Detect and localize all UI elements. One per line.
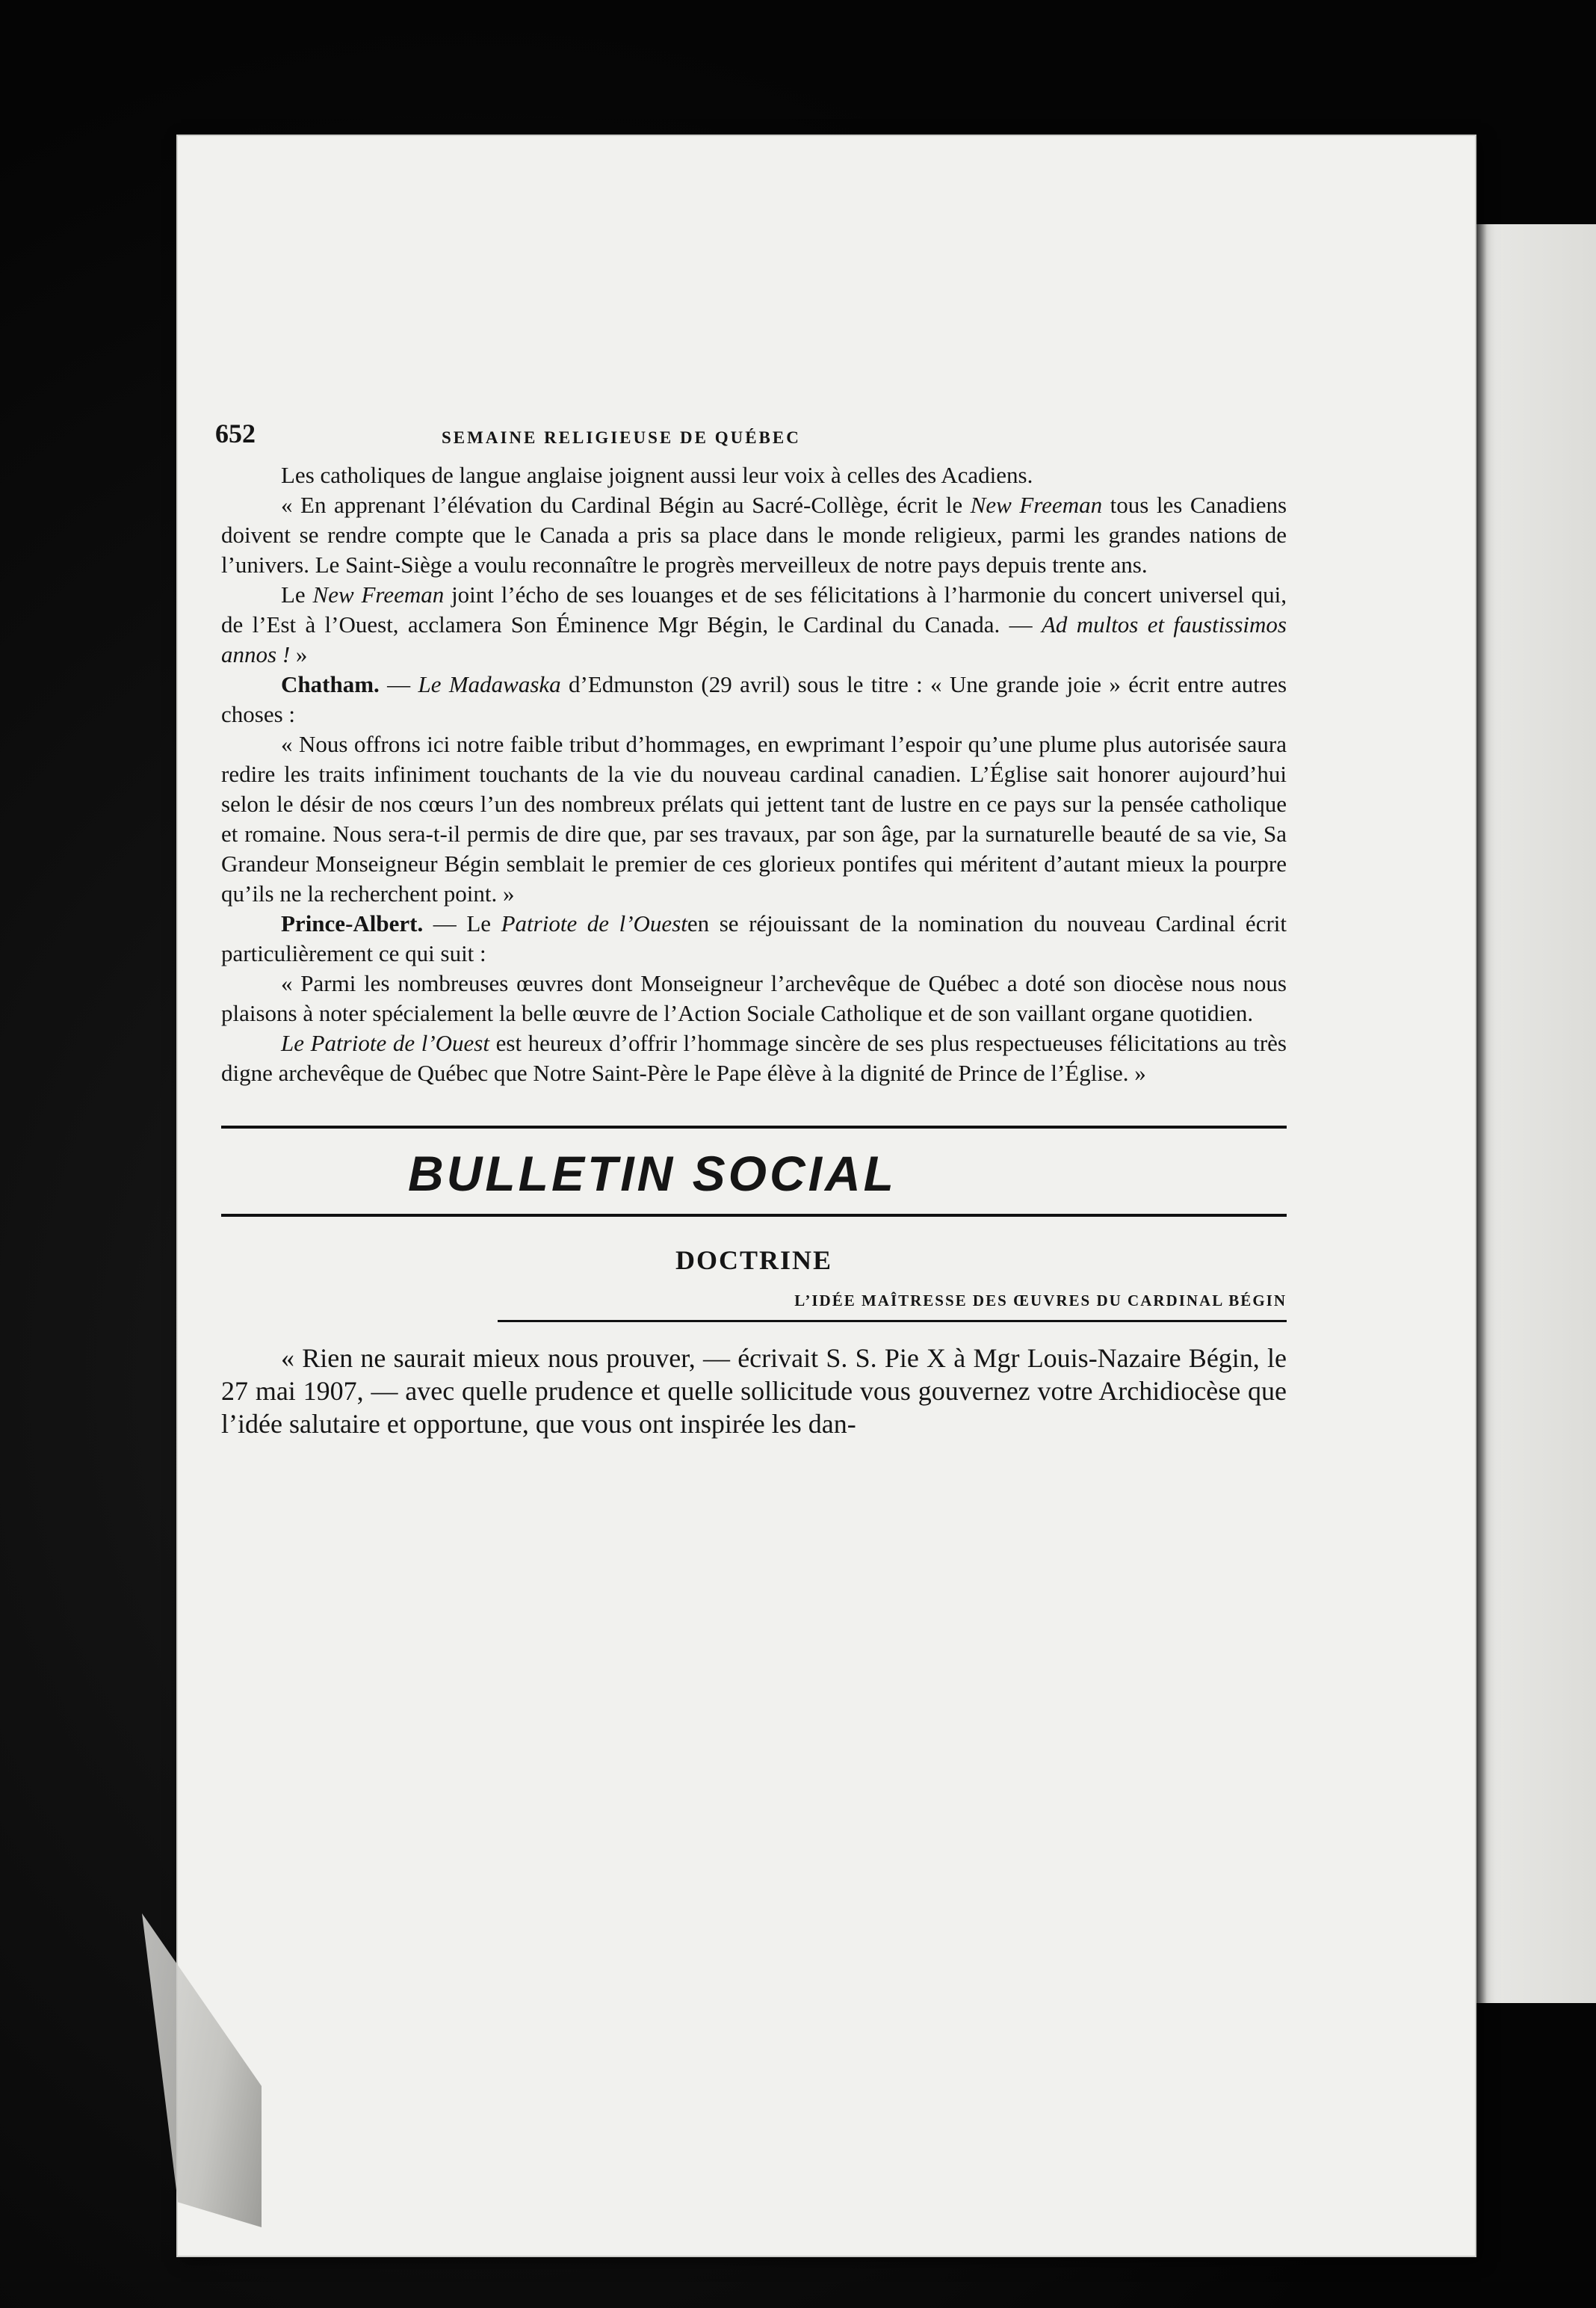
subtitle-underline bbox=[498, 1320, 1287, 1322]
paragraph-text: Les catholiques de langue anglaise joignent aussi leur voix à celles des Acadiens. bbox=[281, 462, 1033, 488]
publication-name: New Freeman bbox=[312, 581, 445, 608]
paragraph-7 bbox=[221, 969, 1287, 1028]
paragraph-text: tous les Canadiens doivent se rendre compte que le Canada a pris sa place dans le monde religieux, parmi les grandes nations de l’univers. Le Saint-Siège a voulu reconnaître le progrès merveilleux de notre pays depuis trente ans. bbox=[221, 492, 1287, 578]
adjacent-page-edge bbox=[1464, 224, 1596, 2003]
paragraph-1 bbox=[221, 460, 1287, 490]
paragraph-3 bbox=[221, 580, 1287, 670]
paragraph-8 bbox=[221, 1028, 1287, 1088]
publication-name: Le Madawaska bbox=[418, 671, 561, 697]
paragraph-text: en se réjouissant de la nomination du nouveau Cardinal écrit particulièrement ce qui suit : bbox=[221, 910, 1287, 966]
page-content bbox=[215, 419, 1287, 1440]
paragraph-text: « Nous offrons ici notre faible tribut d’hommages, en ewprimant l’espoir qu’une plume plus autorisée saura redire les traits infiniment touchants de la vie du nouveau cardinal canadien. L’Église sait honorer aujourd’hui selon le désir de nos cœurs l’un des nombreux prélats qui jettent tant de lustre en ce pays sur la pensée catholique et romaine. Nous sera-t-il permis de dire que, par ses travaux, par son âge, par la surnaturelle beauté de sa vie, Sa Grandeur Monseigneur Bégin semblait le premier de ces glorieux pontifes qui méritent d’autant mieux la pourpre qu’ils ne la recherchent point. » bbox=[221, 731, 1287, 907]
paragraph-5 bbox=[221, 729, 1287, 909]
place-name: Prince-Albert. bbox=[281, 910, 424, 937]
paragraph-text: d’Edmunston (29 avril) sous le titre : « Une grande joie » écrit entre autres choses : bbox=[221, 671, 1287, 727]
running-head bbox=[215, 419, 1287, 460]
lead-paragraph bbox=[221, 1342, 1287, 1440]
place-name: Chatham. bbox=[281, 671, 380, 697]
section-title: DOCTRINE bbox=[675, 1245, 833, 1275]
paragraph-6 bbox=[221, 909, 1287, 969]
section-divider-top bbox=[221, 1126, 1287, 1129]
paragraph-text: est heureux d’offrir l’hommage sincère de ses plus respectueuses félicitations au très digne archevêque de Québec que Notre Saint-Père le Pape élève à la dignité de Prince de l’Église. » bbox=[221, 1030, 1287, 1086]
paragraph-text: « Rien ne saurait mieux nous prouver, — écrivait S. S. Pie X à Mgr Louis-Nazaire Bégin, le 27 mai 1907, — avec quelle prudence et quelle sollicitude vous gouvernez votre Archidiocèse que l’idée salutaire et opportune, que vous ont inspirée les dan- bbox=[221, 1343, 1287, 1439]
bulletin-heading: BULLETIN SOCIAL bbox=[408, 1146, 897, 1201]
paragraph-text: Le bbox=[281, 581, 306, 608]
page-number: 652 bbox=[215, 419, 256, 448]
paragraph-text: joint l’écho de ses louanges et de ses félicitations à l’harmonie du concert universel qui, de l’Est à l’Ouest, acclamera Son Éminence Mgr Bégin, le Cardinal du Canada. — bbox=[221, 581, 1287, 638]
paragraph-text: « En apprenant l’élévation du Cardinal Bégin au Sacré-Collège, écrit le bbox=[281, 492, 963, 518]
paragraph-text: « Parmi les nombreuses œuvres dont Monseigneur l’archevêque de Québec a doté son diocèse nous nous plaisons à noter spécialement la belle œuvre de l’Action Sociale Catholique et de son vaillant organe quotidien. bbox=[221, 970, 1287, 1026]
paragraph-4 bbox=[221, 670, 1287, 729]
section-divider-bottom bbox=[221, 1214, 1287, 1217]
publication-name: Patriote de l’Ouest bbox=[501, 910, 687, 937]
paragraph-text: — bbox=[387, 671, 411, 697]
paragraph-text: » bbox=[295, 641, 308, 667]
publication-name: New Freeman bbox=[970, 492, 1103, 518]
publication-name: Le Patriote de l’Ouest bbox=[281, 1030, 489, 1056]
section-subtitle: L’IDÉE MAÎTRESSE DES ŒUVRES DU CARDINAL BÉGIN bbox=[794, 1292, 1287, 1309]
latin-phrase: Ad multos et faustissimos annos ! bbox=[221, 611, 1287, 667]
journal-title: SEMAINE RELIGIEUSE DE QUÉBEC bbox=[442, 428, 801, 447]
paragraph-2 bbox=[221, 490, 1287, 580]
paragraph-text: — Le bbox=[433, 910, 492, 937]
